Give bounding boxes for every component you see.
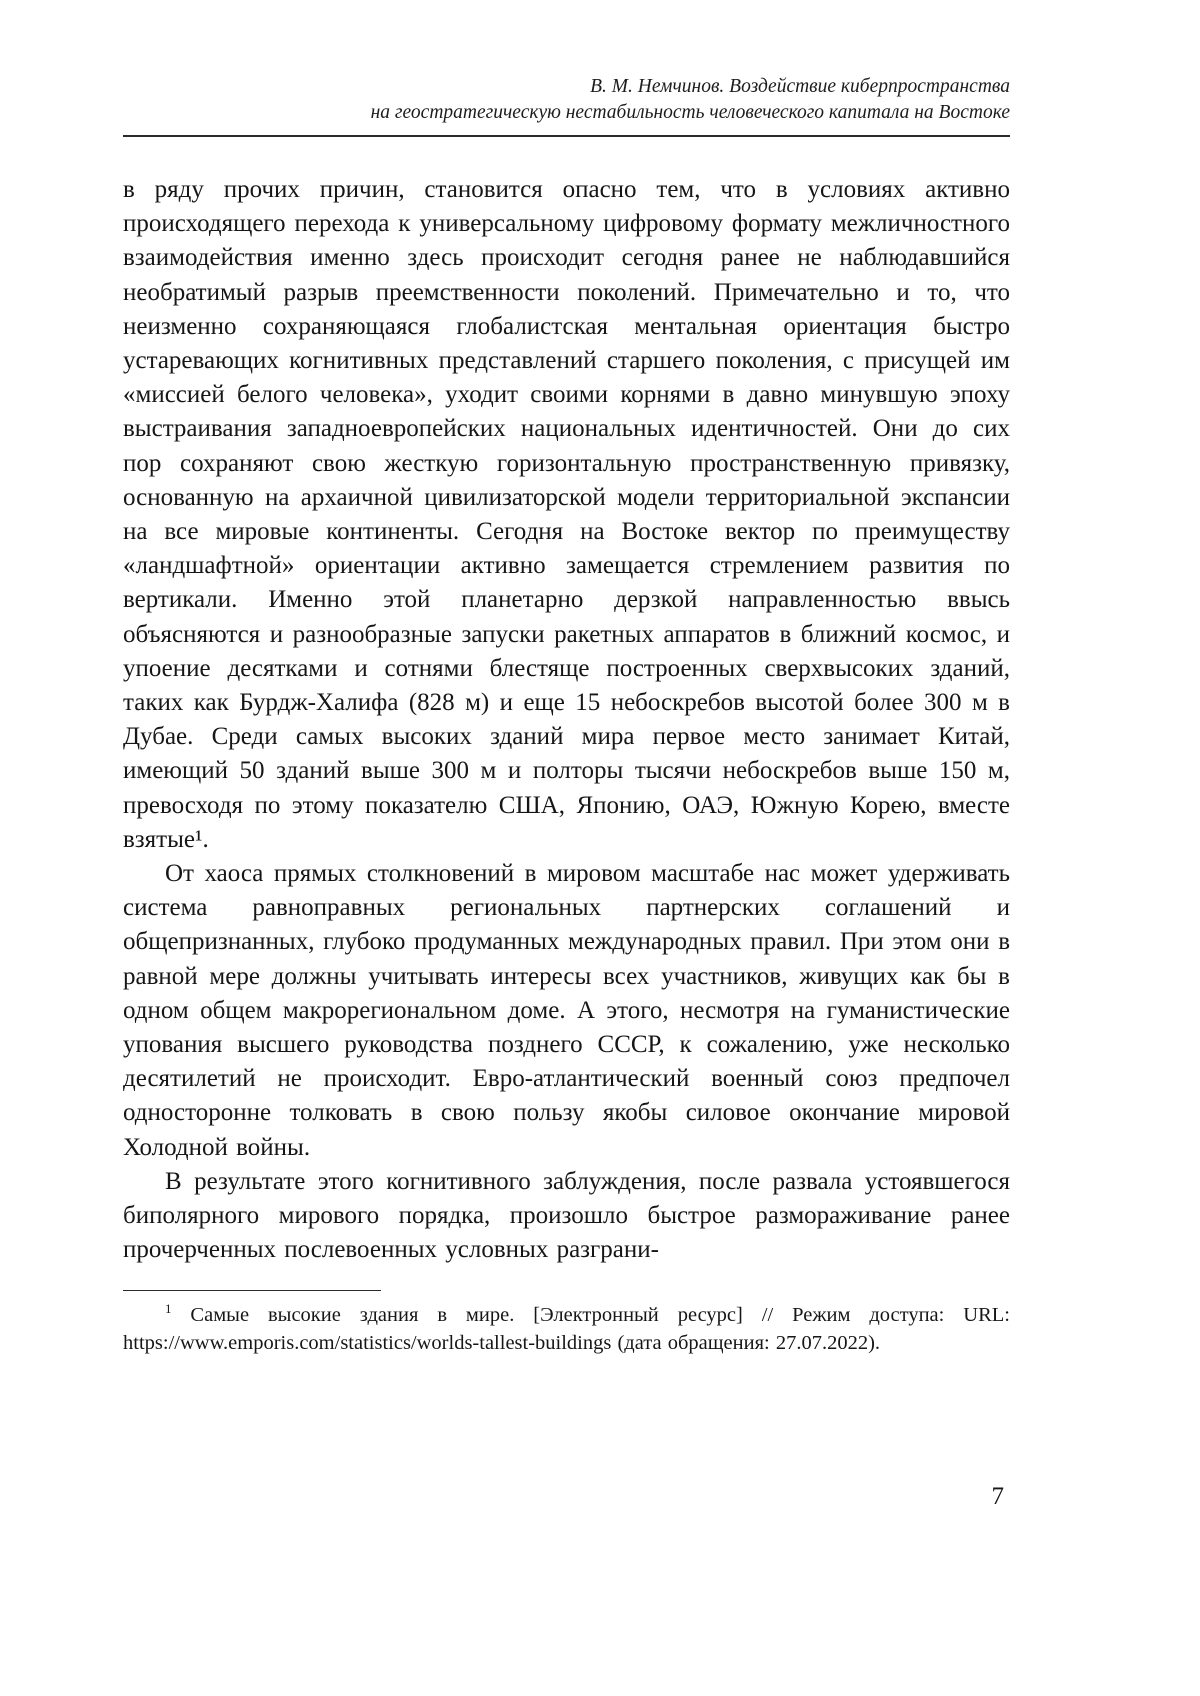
footnote-text: Самые высокие здания в мире. [Электронный ресурс] // Режим доступа: URL: https://www.emporis.com/statistics/worlds-tallest-buildings (дата обращения: 27.07.2022).	[123, 1303, 1010, 1354]
footnote	[123, 1301, 1010, 1358]
running-header-line1: В. М. Немчинов. Воздействие киберпространства	[590, 76, 1010, 97]
paragraph: От хаоса прямых столкновений в мировом масштабе нас может удерживать система равноправных региональных партнерских соглашений и общепризнанных, глубоко продуманных международных правил. При этом они в равной мере должны учитывать интересы всех участников, живущих как бы в одном общем макрорегиональном доме. А этого, несмотря на гуманистические упования высшего руководства позднего СССР, к сожалению, уже несколько десятилетий не происходит. Евро-атлантический военный союз предпочел односторонне толковать в свою пользу якобы силовое окончание мировой Холодной войны.	[123, 860, 1010, 1161]
header-rule	[123, 135, 1010, 137]
footnote-rule	[123, 1290, 381, 1291]
paragraph: в ряду прочих причин, становится опасно тем, что в условиях активно происходящего перехода к универсальному цифровому формату межличностного взаимодействия именно здесь происходит сегодня ранее не наблюдавшийся необратимый разрыв преемственности поколений. Примечательно и то, что неизменно сохраняющаяся глобалистская ментальная ориентация быстро устаревающих когнитивных представлений старшего поколения, с присущей им «миссией белого человека», уходит своими корнями в давно минувшую эпоху выстраивания западноевропейских национальных идентичностей. Они до сих пор сохраняют свою жесткую горизонтальную пространственную привязку, основанную на архаичной цивилизаторской модели территориальной экспансии на все мировые континенты. Сегодня на Востоке вектор по преимуществу «ландшафтной» ориентации активно замещается стремлением развития по вертикали. Именно этой планетарно дерзкой направленностью ввысь объясняются и разнообразные запуски ракетных аппаратов в ближний космос, и упоение десятками и сотнями блестяще построенных сверхвысоких зданий, таких как Бурдж-Халифа (828 м) и еще 15 небоскребов высотой более 300 м в Дубае. Среди самых высоких зданий мира первое место занимает Китай, имеющий 50 зданий выше 300 м и полторы тысячи небоскребов выше 150 м, превосходя по этому показателю США, Японию, ОАЭ, Южную Корею, вместе взятые¹.	[123, 176, 1010, 853]
running-header-line2: на геостратегическую нестабильность человеческого капитала на Востоке	[370, 102, 1010, 123]
paragraph: В результате этого когнитивного заблуждения, после развала устоявшегося биполярного мирового порядка, произошло быстрое размораживание ранее прочерченных послевоенных условных разграни-	[123, 1167, 1010, 1264]
footnote-marker: 1	[165, 1300, 172, 1316]
body-text	[123, 173, 1010, 1268]
page-number: 7	[991, 1483, 1004, 1510]
running-header	[123, 74, 1010, 126]
